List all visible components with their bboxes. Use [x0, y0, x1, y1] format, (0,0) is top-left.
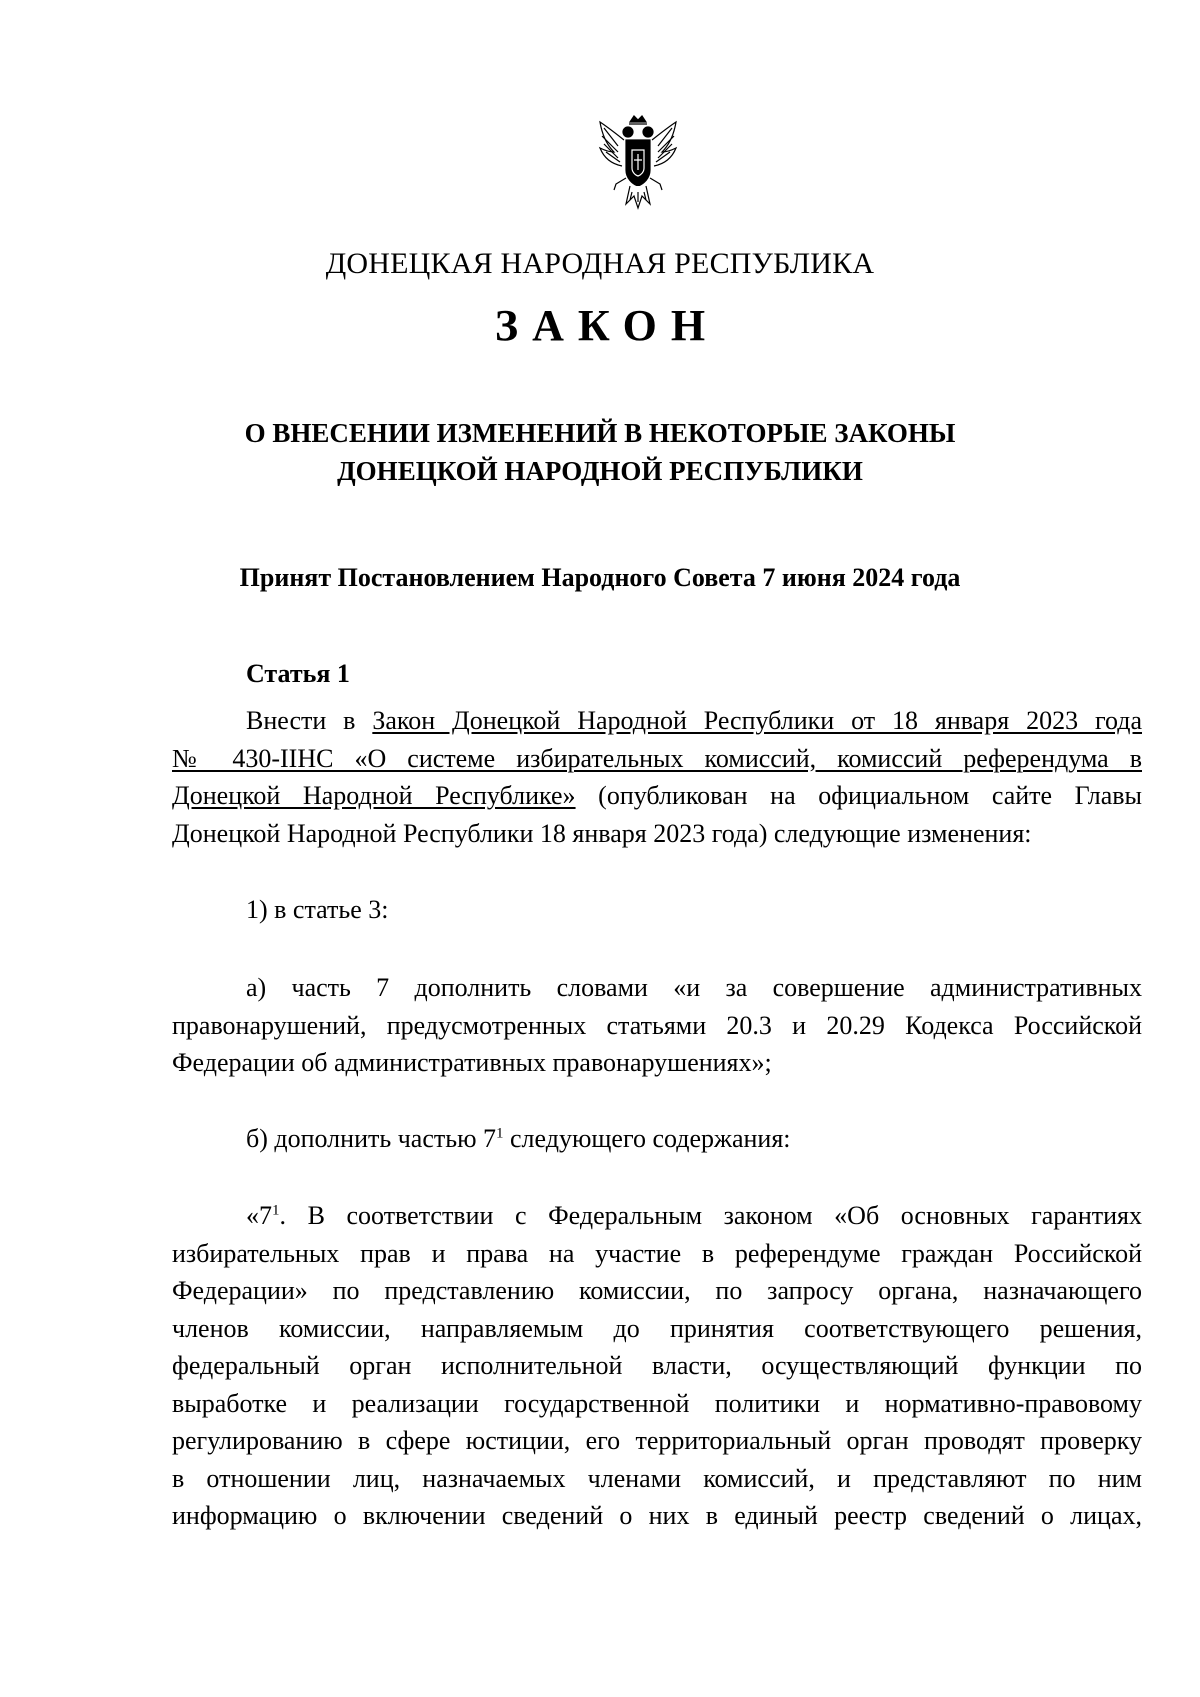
paragraph-line: избирательных прав и права на участие в референдуме граждан Российской	[172, 1238, 1142, 1268]
law-title: ЗАКОН	[494, 301, 720, 350]
paragraph-line: б) дополнить частью $7^1$ следующего содержания:	[246, 1124, 791, 1153]
paragraph-line: информацию о включении сведений о них в единый реестр сведений о лицах,	[172, 1501, 1142, 1530]
law-subject-line-2: ДОНЕЦКОЙ НАРОДНОЙ РЕСПУБЛИКИ	[337, 456, 863, 486]
paragraph-line: Донецкой Народной Республики 18 января 2023 года) следующие изменения:	[172, 818, 1032, 848]
paragraph-line: Федерации об административных правонарушениях»;	[172, 1048, 772, 1077]
quoted-part-paragraph	[172, 1197, 1142, 1535]
paragraph-line: Внести в Закон Донецкой Народной Республики от 18 января 2023 года	[246, 706, 1142, 735]
republic-title: ДОНЕЦКАЯ НАРОДНАЯ РЕСПУБЛИКА	[325, 247, 875, 280]
law-reference-link[interactable]: № 430-IIНС «О системе избирательных комиссий, комиссий референдума в	[172, 743, 1142, 773]
paragraph-line: Донецкой Народной Республике» (опубликован на официальном сайте Главы	[172, 781, 1142, 810]
paragraph-line: регулированию в сфере юстиции, его территориальный орган проводят проверку	[172, 1426, 1142, 1455]
item-b-paragraph	[172, 1120, 1142, 1158]
paragraph-line: в отношении лиц, назначаемых членами комиссий, и представляют по ним	[172, 1463, 1142, 1493]
law-reference-link[interactable]: Закон Донецкой Народной Республики от 18 января 2023 года	[372, 706, 1142, 735]
paragraph-line: а) часть 7 дополнить словами «и за совершение административных	[246, 973, 1142, 1002]
article-heading: Статья 1	[246, 659, 350, 688]
coat-of-arms-emblem-icon	[596, 112, 680, 212]
paragraph-line: федеральный орган исполнительной власти, осуществляющий функции по	[172, 1351, 1142, 1380]
paragraph-line: «$7^1$. В соответствии с Федеральным законом «Об основных гарантиях	[246, 1201, 1142, 1230]
paragraph-line: членов комиссии, направляемым до принятия соответствующего решения,	[172, 1313, 1142, 1343]
law-subject	[0, 414, 1200, 490]
law-subject-line-1: О ВНЕСЕНИИ ИЗМЕНЕНИЙ В НЕКОТОРЫЕ ЗАКОНЫ	[244, 418, 956, 448]
paragraph-line: правонарушений, предусмотренных статьями 20.3 и 20.29 Кодекса Российской	[172, 1010, 1142, 1040]
paragraph-line: выработке и реализации государственной политики и нормативно-правовому	[172, 1388, 1142, 1418]
article-intro-paragraph	[172, 702, 1142, 852]
item-1-paragraph	[172, 891, 1142, 929]
paragraph-line	[172, 740, 1142, 778]
adoption-note: Принят Постановлением Народного Совета 7 июня 2024 года	[239, 563, 961, 592]
law-reference-link[interactable]: Донецкой Народной Республике»	[172, 781, 576, 810]
item-a-paragraph	[172, 969, 1142, 1082]
paragraph-line: 1) в статье 3:	[246, 895, 389, 924]
paragraph-line: Федерации» по представлению комиссии, по запросу органа, назначающего	[172, 1276, 1142, 1305]
